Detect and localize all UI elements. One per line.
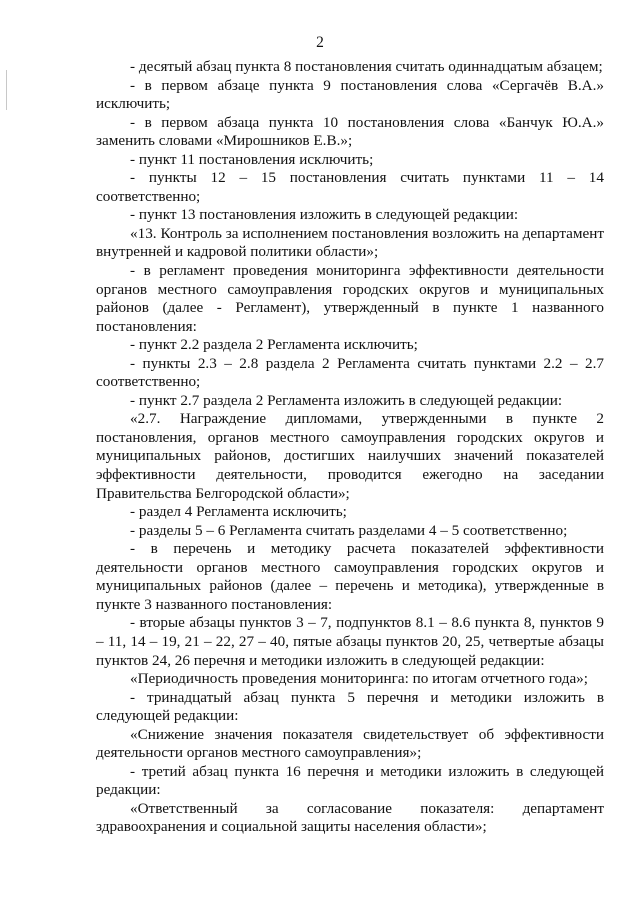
paragraph-10: - пункты 2.3 – 2.8 раздела 2 Регламента считать пунктами 2.2 – 2.7 соответственно; bbox=[96, 354, 604, 391]
paragraph-1: - десятый абзац пункта 8 постановления считать одиннадцатым абзацем; bbox=[130, 58, 603, 75]
paragraph-19: «Снижение значения показателя свидетельствует об эффективности деятельности органов местного самоуправления»; bbox=[96, 725, 604, 762]
paragraph-13: - раздел 4 Регламента исключить; bbox=[130, 503, 347, 521]
paragraph-12: «2.7. Награждение дипломами, утвержденными в пункте 2 постановления, органов местного самоуправления городских округов и муниципальных районов, достигших наилучших значений показателей эффективности деятельности, проводится ежегодно на заседании Правительства Белгородской области»; bbox=[96, 410, 604, 502]
paragraph-5: - пункты 12 – 15 постановления считать пунктами 11 – 14 соответственно; bbox=[96, 169, 604, 205]
paragraph-17: «Периодичность проведения мониторинга: по итогам отчетного года»; bbox=[130, 670, 588, 688]
page-number: 2 bbox=[316, 34, 324, 51]
paragraph-2: - в первом абзаце пункта 9 постановления слова «Сергачёв В.А.» исключить; bbox=[96, 76, 604, 113]
paragraph-15: - в перечень и методику расчета показателей эффективности деятельности органов местного самоуправления городских округов и муниципальных районов (далее – перечень и методика), утвержденные в пункте 3 названного постановления: bbox=[96, 540, 604, 613]
document-body bbox=[96, 58, 604, 837]
scan-margin-mark bbox=[6, 70, 7, 110]
paragraph-7: «13. Контроль за исполнением постановления возложить на департамент внутренней и кадровой политики области»; bbox=[96, 224, 604, 261]
paragraph-3: - в первом абзаца пункта 10 постановления слова «Банчук Ю.А.» заменить словами «Мирошников Е.В.»; bbox=[96, 113, 604, 150]
paragraph-18: - тринадцатый абзац пункта 5 перечня и методики изложить в следующей редакции: bbox=[96, 688, 604, 725]
paragraph-11: - пункт 2.7 раздела 2 Регламента изложить в следующей редакции: bbox=[130, 391, 563, 409]
paragraph-20: - третий абзац пункта 16 перечня и методики изложить в следующей редакции: bbox=[96, 762, 604, 799]
paragraph-4: - пункт 11 постановления исключить; bbox=[130, 150, 374, 168]
paragraph-9: - пункт 2.2 раздела 2 Регламента исключить; bbox=[130, 336, 418, 354]
paragraph-16: - вторые абзацы пунктов 3 – 7, подпунктов 8.1 – 8.6 пункта 8, пунктов 9 – 11, 14 – 19, 21 – 22, 27 – 40, пятые абзацы пунктов 20, 25, четвертые абзацы пунктов 24, 26 перечня и методики изложить в следующей редакции: bbox=[96, 614, 604, 669]
paragraph-6: - пункт 13 постановления изложить в следующей редакции: bbox=[130, 206, 519, 224]
paragraph-14: - разделы 5 – 6 Регламента считать разделами 4 – 5 соответственно; bbox=[130, 521, 568, 539]
paragraph-21: «Ответственный за согласование показателя: департамент здравоохранения и социальной защиты населения области»; bbox=[96, 799, 604, 836]
paragraph-8: - в регламент проведения мониторинга эффективности деятельности органов местного самоуправления городских округов и муниципальных районов (далее - Регламент), утвержденный в пункте 1 названного постановления: bbox=[96, 262, 604, 335]
